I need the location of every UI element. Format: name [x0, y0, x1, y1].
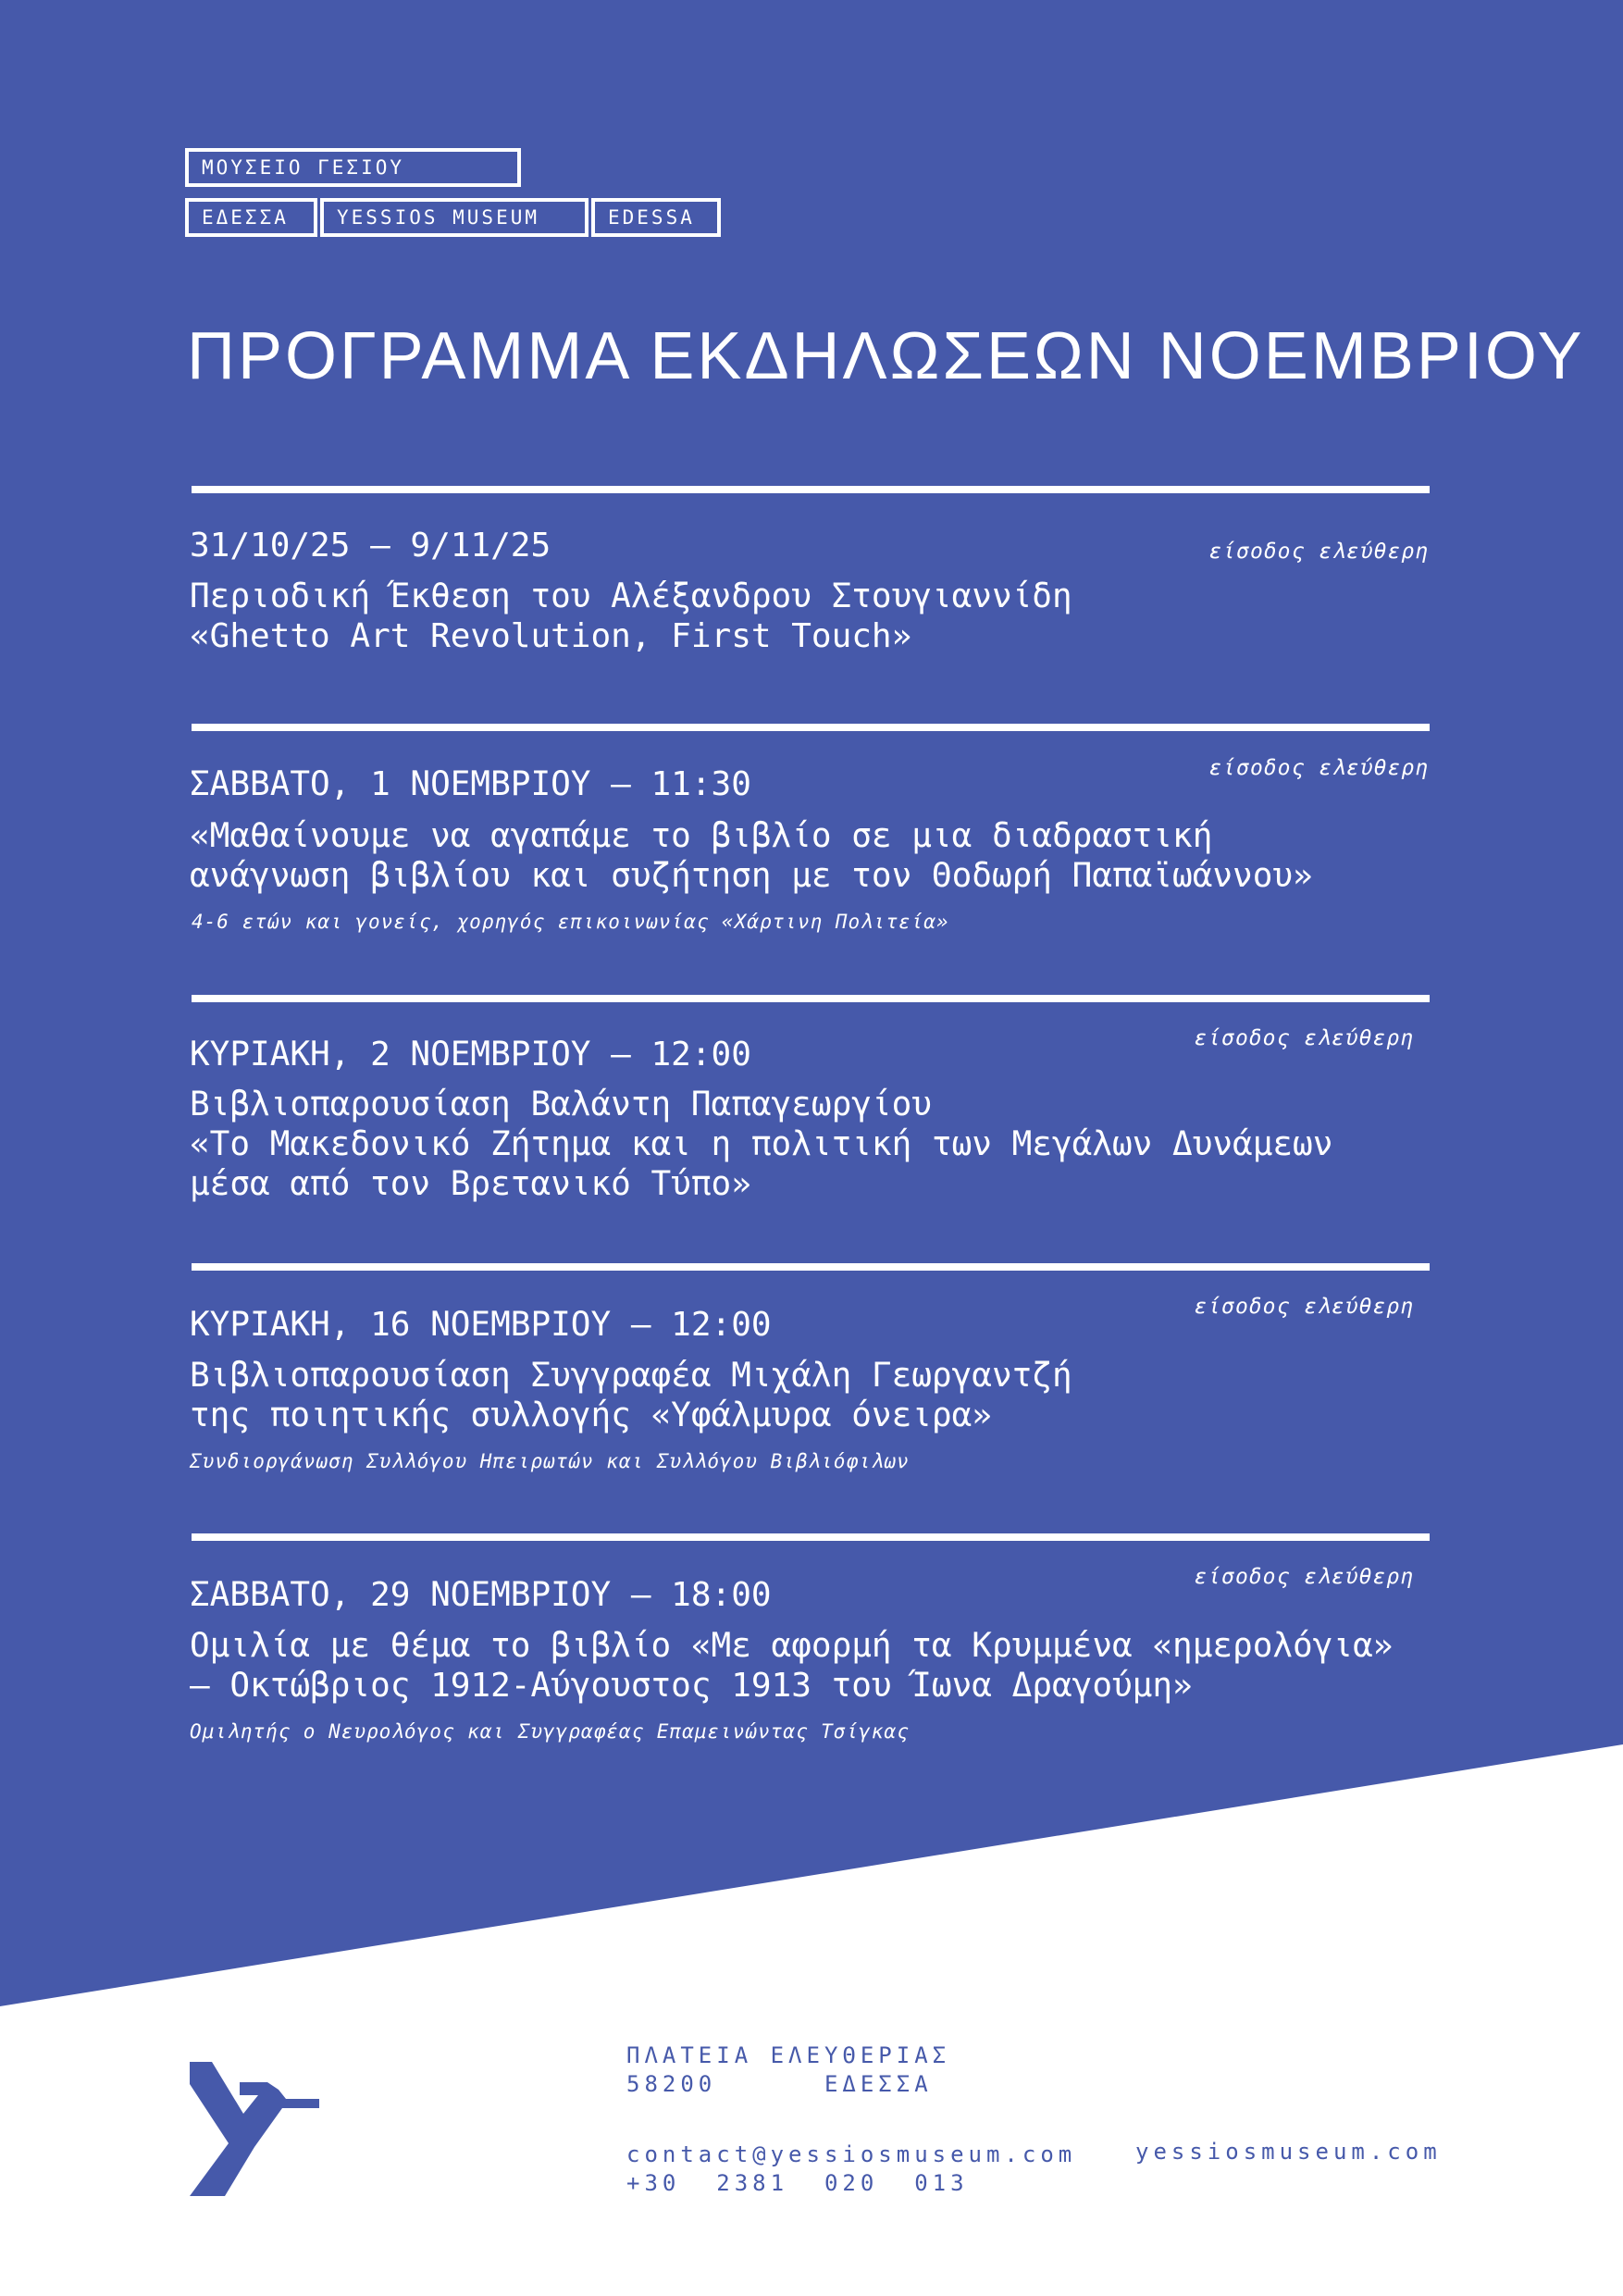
event-line: Ομιλία με θέμα το βιβλίο «Με αφορμή τα Κρυμμένα «ημερολόγια»: [190, 1627, 1394, 1665]
event-line: «Το Μακεδονικό Ζήτημα και η πολιτική των Μεγάλων Δυνάμεων: [190, 1125, 1333, 1163]
event-note: 4-6 ετών και γονείς, χορηγός επικοινωνίας «Χάρτινη Πολιτεία»: [192, 911, 949, 933]
page-title: ΠΡΟΓΡΑΜΜΑ ΕΚΔΗΛΩΣΕΩΝ ΝΟΕΜΒΡΙΟΥ: [187, 319, 1585, 393]
event-date: ΚΥΡΙΑΚΗ, 2 ΝΟΕΜΒΡΙΟΥ — 12:00: [190, 1036, 751, 1074]
event-date: 31/10/25 — 9/11/25: [190, 527, 551, 565]
event-line: «Ghetto Art Revolution, First Touch»: [190, 617, 912, 655]
event-date: ΣΑΒΒΑΤΟ, 1 ΝΟΕΜΒΡΙΟΥ — 11:30: [190, 765, 751, 803]
event-date: ΣΑΒΒΑΤΟ, 29 ΝΟΕΜΒΡΙΟΥ — 18:00: [190, 1576, 772, 1614]
email-link[interactable]: contact@yessiosmuseum.com: [626, 2141, 1077, 2167]
phone-number[interactable]: +30 2381 020 013: [626, 2170, 969, 2196]
event-description: [190, 1626, 1393, 1706]
logo-tag-edessa-latin: EDESSA: [591, 198, 721, 237]
event-note: Ομιλητής ο Νευρολόγος και Συγγραφέας Επαμεινώντας Τσίγκας: [190, 1720, 910, 1743]
event-description: [190, 1356, 1072, 1435]
event-entry-note: είσοδος ελεύθερη: [1194, 1565, 1414, 1589]
event-divider: [192, 486, 1430, 493]
event-description: [190, 816, 1313, 896]
event-line: Βιβλιοπαρουσίαση Συγγραφέα Μιχάλη Γεωργαντζή: [190, 1357, 1072, 1395]
logo-tag-edessa-greek: ΕΔΕΣΣΑ: [185, 198, 317, 237]
address-line2: 58200 ΕΔΕΣΣΑ: [626, 2071, 933, 2097]
event-entry-note: είσοδος ελεύθερη: [1208, 540, 1429, 564]
event-entry-note: είσοδος ελεύθερη: [1208, 756, 1429, 780]
event-entry-note: είσοδος ελεύθερη: [1194, 1026, 1414, 1050]
event-line: ανάγνωση βιβλίου και συζήτηση με τον Θοδωρή Παπαϊωάννου»: [190, 857, 1313, 895]
logo-tag-yessios-museum: YESSIOS MUSEUM: [320, 198, 588, 237]
website-link[interactable]: yessiosmuseum.com: [1135, 2139, 1442, 2165]
logo-tag-museum: [185, 148, 521, 187]
event-line: της ποιητικής συλλογής «Υφάλμυρα όνειρα»: [190, 1396, 992, 1434]
logo-line1: ΜΟΥΣΕΙΟ ΓΕΣΙΟΥ: [202, 156, 405, 179]
event-note: Συνδιοργάνωση Συλλόγου Ηπειρωτών και Συλλόγου Βιβλιόφιλων: [190, 1450, 910, 1472]
event-date: ΚΥΡΙΑΚΗ, 16 ΝΟΕΜΒΡΙΟΥ — 12:00: [190, 1306, 772, 1344]
event-description: [190, 1085, 1332, 1204]
event-entry-note: είσοδος ελεύθερη: [1194, 1295, 1414, 1319]
event-divider: [192, 1533, 1430, 1541]
event-line: Περιοδική Έκθεση του Αλέξανδρου Στουγιαννίδη: [190, 577, 1072, 615]
event-divider: [192, 1263, 1430, 1271]
event-divider: [192, 995, 1430, 1002]
event-line: Βιβλιοπαρουσίαση Βαλάντη Παπαγεωργίου: [190, 1086, 932, 1123]
address-line1: ΠΛΑΤΕΙΑ ΕΛΕΥΘΕΡΙΑΣ: [626, 2042, 951, 2068]
gamma-logo-icon: [190, 2062, 319, 2196]
event-divider: [192, 724, 1430, 731]
event-line: «Μαθαίνουμε να αγαπάμε το βιβλίο σε μια διαδραστική: [190, 817, 1213, 855]
event-line: — Οκτώβριος 1912-Αύγουστος 1913 του Ίωνα Δραγούμη»: [190, 1667, 1193, 1705]
event-description: [190, 577, 1072, 656]
event-line: μέσα από τον Βρετανικό Τύπο»: [190, 1165, 751, 1203]
